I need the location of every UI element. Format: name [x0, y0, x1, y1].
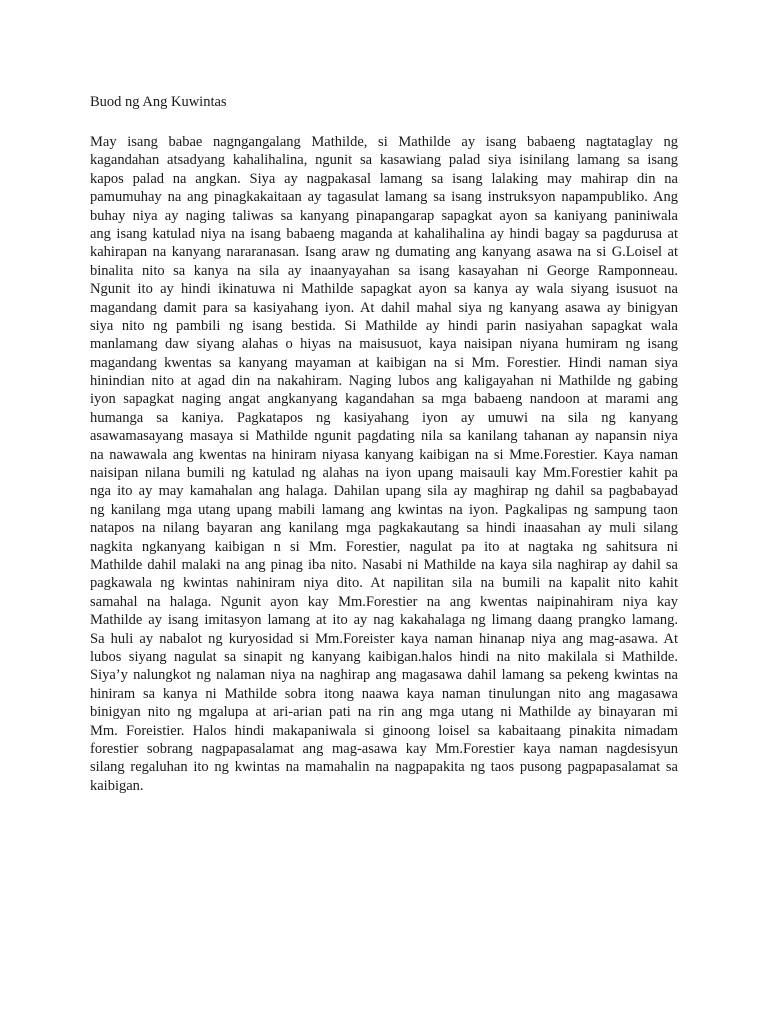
body-line: binigyan nito ng mgalupa at ari-arian pati na rin ang mga utang ni Mathilde ay binayaran mi — [90, 704, 678, 721]
document-body — [90, 133, 678, 795]
body-line: ng kanilang mga utang upang mabili lamang ang kwintas na iyon. Pagkalipas ng sampung taon — [90, 501, 678, 518]
body-line: kapos palad na angkan. Siya ay nagpakasal lamang sa isang lalaking may mahirap din na — [90, 170, 678, 187]
body-line: hinindian nito at agad din na nakahiram. Naging lubos ang kaligayahan ni Mathilde ng gabing — [90, 373, 678, 390]
body-line: humanga sa kaniya. Pagkatapos ng kasiyahang iyon ay umuwi na sila ng kanyang — [90, 409, 678, 426]
body-line: asawamasayang masaya si Mathilde ngunit pagdating nila sa kanilang tahanan ay napansin niya — [90, 428, 678, 445]
body-line: Mathilde ay isang imitasyon lamang at ito ay nag kakahalaga ng limang daang prangko lamang. — [90, 612, 678, 629]
body-line: forestier sobrang nagpapasalamat ang mag-asawa kay Mm.Forestier kaya naman nagdesisyun — [90, 740, 678, 757]
body-line: Sa huli ay nabalot ng kuryosidad si Mm.Foreister kaya naman hinanap niya ang mag-asawa. At — [90, 630, 678, 647]
body-line: Siya’y nalungkot ng nalaman niya na naghirap ang magasawa dahil lamang sa pekeng kwintas na — [90, 667, 678, 684]
body-line: kaibigan. — [90, 777, 144, 794]
body-line: binalita nito sa kanya na sila ay inaanyayahan sa isang kasayahan ni George Ramponneau. — [90, 262, 678, 279]
body-line: naisipan nilana bumili ng katulad ng alahas na iyon upang maisauli kay Mm.Forestier kahit pa — [90, 465, 678, 482]
body-line: nagkita ngkanyang kaibigan n si Mm. Forestier, nagulat pa ito at nagtaka ng sahitsura ni — [90, 538, 678, 555]
body-line: kagandahan atsadyang kahalihalina, ngunit sa kasawiang palad siya isinilang lamang sa isang — [90, 152, 678, 169]
body-line: nga ito ay may kamahalan ang halaga. Dahilan upang sila ay maghirap ng dahil sa pagbabayad — [90, 483, 678, 500]
body-line: lubos siyang nagulat sa sinapit ng kanyang kaibigan.halos hindi na nito makilala si Mathilde. — [90, 648, 678, 665]
body-line: hiniram sa kanya ni Mathilde sobra itong naawa kaya naman tinulungan nito ang magasawa — [90, 685, 678, 702]
body-line: pagkawala ng kwintas nahiniram niya dito. At napilitan sila na bumili na kapalit nito kahit — [90, 575, 678, 592]
body-line: Ngunit ito ay hindi ikinatuwa ni Mathilde sapagkat ayon sa kanya ay wala siyang isusuot na — [90, 281, 678, 298]
body-line: buhay niya ay naging taliwas sa kanyang pinapangarap sapagkat ayon sa kaniyang paniniwala — [90, 207, 678, 224]
body-line: kahirapan na kanyang nararanasan. Isang araw ng dumating ang kanyang asawa na si G.Loisel at — [90, 244, 678, 261]
body-line: May isang babae nagngangalang Mathilde, si Mathilde ay isang babaeng nagtataglay ng — [90, 134, 678, 150]
body-line: iyon sapagkat naging angat angkanyang kagandahan sa mga babaeng nandoon at marami ang — [90, 391, 678, 408]
body-line: natapos na nilang bayaran ang kanilang mga pagkakautang sa hindi inaasahan ay muli silang — [90, 520, 678, 537]
body-line: Mathilde dahil malaki na ang pinag iba nito. Nasabi ni Mathilde na kaya sila naghirap ay dahil sa — [90, 556, 678, 573]
body-line: manlamang daw siyang alahas o hiyas na maisusuot, kaya naisipan niyana humiram ng isang — [90, 336, 678, 353]
body-line: magandang kwentas sa kanyang mayaman at kaibigan na si Mm. Forestier. Hindi naman siya — [90, 354, 678, 371]
body-line: samahal na halaga. Ngunit ayon kay Mm.Forestier na ang kwentas naipinahiram niya kay — [90, 593, 678, 610]
body-line: siya nito ng pambili ng isang bestida. Si Mathilde ay hindi parin nasiyahan sapagkat wala — [90, 317, 678, 334]
body-line: pamumuhay na ang pinagkakaitaan ay tagasulat lamang sa isang instruksyon napampubliko. Ang — [90, 189, 678, 206]
body-line: Mm. Foreistier. Halos hindi makapaniwala si ginoong loisel sa kabaitaang pinakita nimadam — [90, 722, 678, 739]
body-line: silang regaluhan ito ng kwintas na mamahalin na nagpapakita ng taos pusong pagpapasalamat sa — [90, 759, 678, 776]
body-line: na nawawala ang kwentas na hiniram niyasa kanyang kaibigan na si Mme.Forestier. Kaya naman — [90, 446, 678, 463]
document-title: Buod ng Ang Kuwintas — [90, 94, 227, 110]
body-line: magandang damit para sa kasiyahang iyon. At dahil mahal siya ng kanyang asawa ay binigyan — [90, 299, 678, 316]
body-line: ang isang katulad niya na isang babaeng maganda at kahalihalina ay hindi bagay sa pagdurusa at — [90, 225, 678, 242]
